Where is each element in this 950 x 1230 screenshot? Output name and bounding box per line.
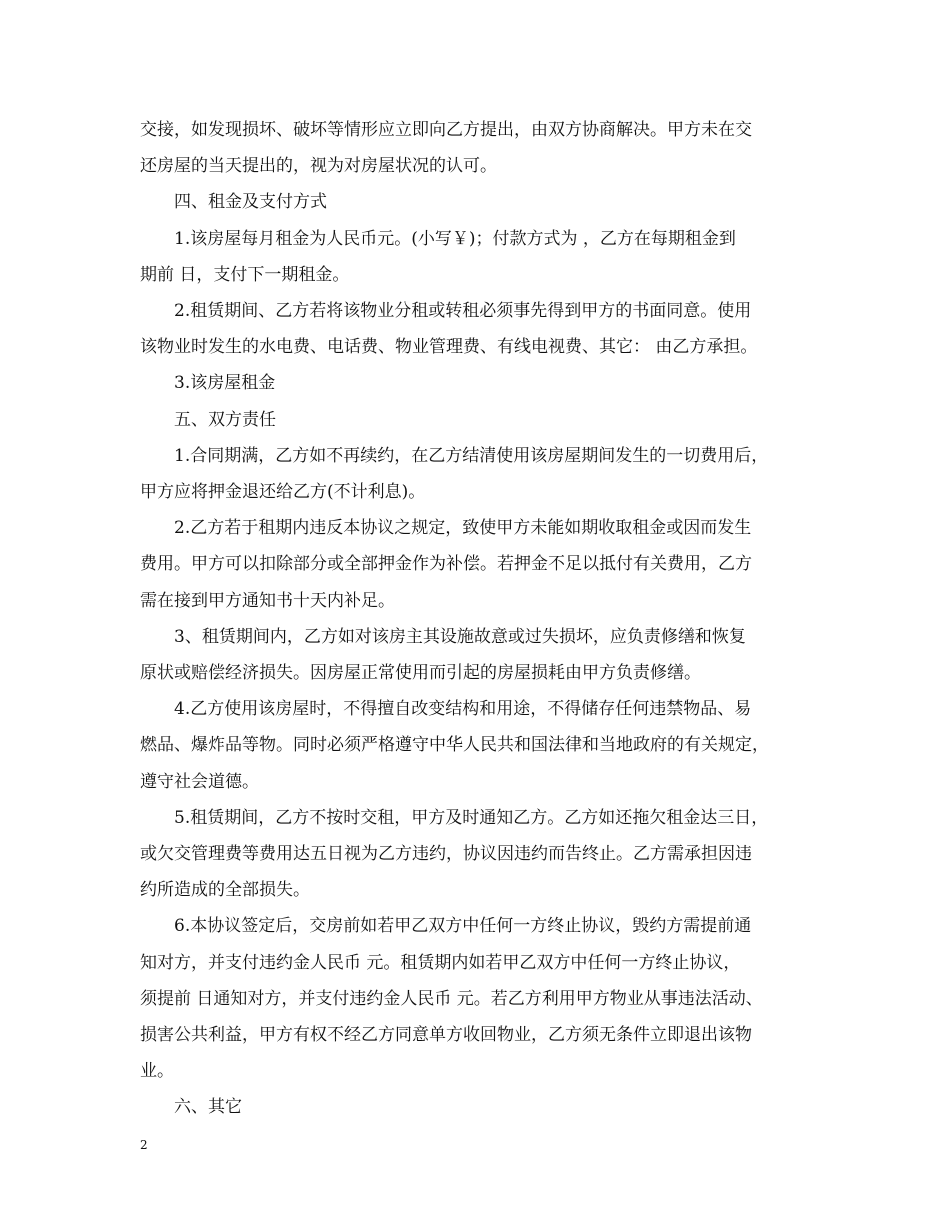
text-line: 6.本协议签定后，交房前如若甲乙双方中任何一方终止协议，毁约方需提前通	[174, 916, 752, 937]
text-line: 3.该房屋租金	[174, 373, 276, 394]
text-line: 4.乙方使用该房屋时，不得擅自改变结构和用途，不得储存任何违禁物品、易	[174, 699, 752, 720]
text-line: 遵守社会道德。	[140, 771, 259, 792]
document-body	[140, 112, 820, 1126]
text-line: 1.该房屋每月租金为人民币元。(小写￥)；付款方式为 ，乙方在每期租金到	[174, 228, 736, 249]
text-line: 该物业时发生的水电费、电话费、物业管理费、有线电视费、其它： 由乙方承担。	[140, 337, 758, 358]
text-line: 2.租赁期间、乙方若将该物业分租或转租必须事先得到甲方的书面同意。使用	[174, 301, 752, 322]
text-line: 费用。甲方可以扣除部分或全部押金作为补偿。若押金不足以抵付有关费用，乙方	[140, 554, 752, 575]
text-line: 须提前 日通知对方，并支付违约金人民币 元。若乙方利用甲方物业从事违法活动、	[140, 988, 763, 1009]
text-line: 知对方，并支付违约金人民币 元。租赁期内如若甲乙双方中任何一方终止协议，	[140, 952, 741, 973]
text-line: 损害公共利益，甲方有权不经乙方同意单方收回物业，乙方须无条件立即退出该物	[140, 1025, 752, 1046]
text-line: 或欠交管理费等费用达五日视为乙方违约，协议因违约而告终止。乙方需承担因违	[140, 844, 752, 865]
text-line: 业。	[140, 1061, 174, 1082]
text-line: 燃品、爆炸品等物。同时必须严格遵守中华人民共和国法律和当地政府的有关规定，	[140, 735, 769, 756]
text-line: 需在接到甲方通知书十天内补足。	[140, 590, 395, 611]
text-line: 1.合同期满，乙方如不再续约，在乙方结清使用该房屋期间发生的一切费用后，	[174, 445, 769, 466]
text-line: 3、租赁期间内，乙方如对该房主其设施故意或过失损坏，应负责修缮和恢复	[174, 626, 746, 647]
text-line: 还房屋的当天提出的，视为对房屋状况的认可。	[140, 156, 497, 177]
text-line: 约所造成的全部损失。	[140, 880, 310, 901]
section-heading: 五、双方责任	[174, 409, 276, 430]
section-heading: 四、租金及支付方式	[174, 192, 327, 213]
body-text	[140, 112, 820, 1126]
text-line: 交接，如发现损坏、破坏等情形应立即向乙方提出，由双方协商解决。甲方未在交	[140, 120, 752, 140]
text-line: 2.乙方若于租期内违反本协议之规定，致使甲方未能如期收取租金或因而发生	[174, 518, 752, 539]
page-number: 2	[140, 1138, 148, 1152]
section-heading: 六、其它	[174, 1097, 242, 1118]
text-line: 甲方应将押金退还给乙方(不计利息)。	[140, 482, 426, 503]
text-line: 期前 日，支付下一期租金。	[140, 264, 350, 285]
text-line: 原状或赔偿经济损失。因房屋正常使用而引起的房屋损耗由甲方负责修缮。	[140, 663, 701, 684]
text-line: 5.租赁期间，乙方不按时交租，甲方及时通知乙方。乙方如还拖欠租金达三日，	[174, 807, 769, 828]
